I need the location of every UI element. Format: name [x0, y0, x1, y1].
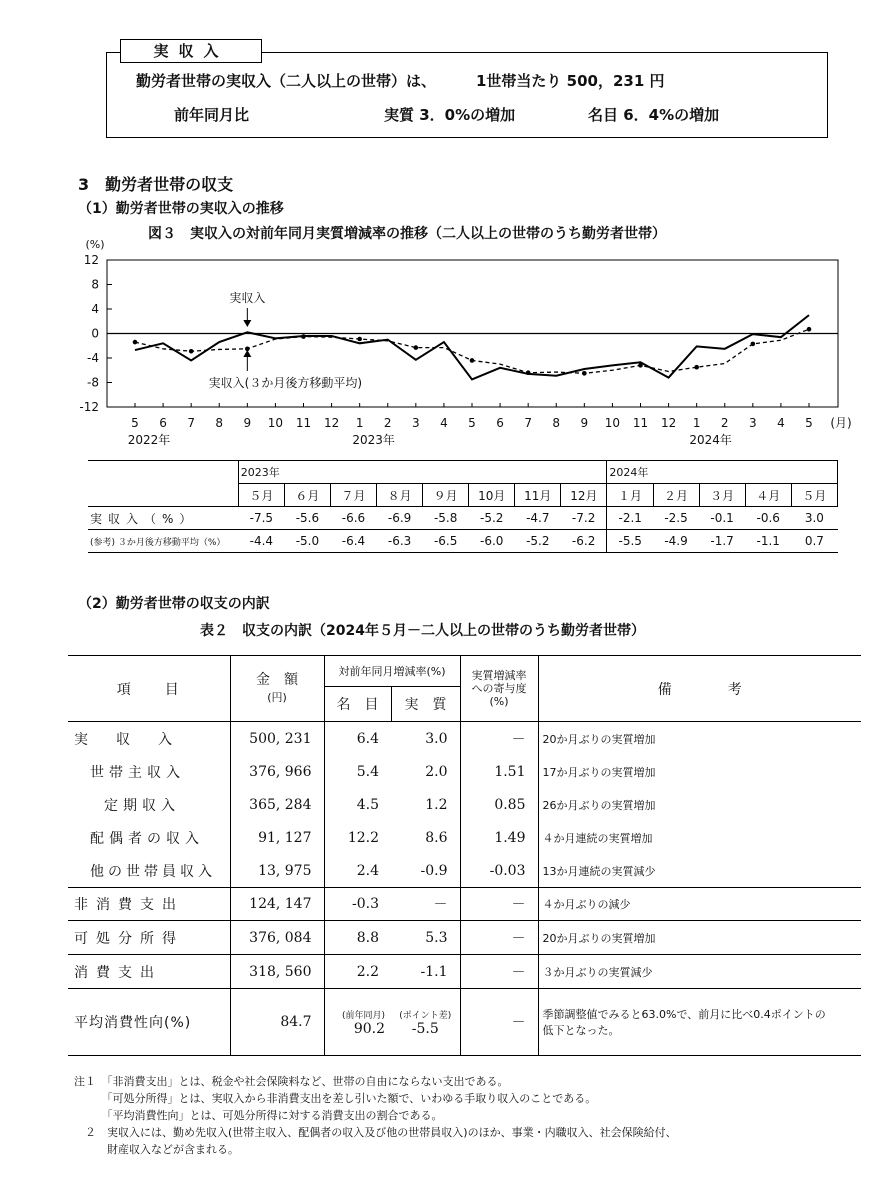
moving-average-point	[807, 327, 812, 332]
moving-average-point	[751, 342, 756, 347]
header-nominal: 名 目	[324, 687, 391, 722]
real-income-rate-cell: 3.0	[791, 507, 837, 530]
cell-real: 5.3	[425, 929, 448, 946]
cell-remark: 17か月ぶりの実質増加	[538, 755, 861, 788]
arrowhead-icon	[243, 350, 251, 357]
income-breakdown-table	[68, 655, 861, 1056]
header-amount-unit: (円)	[267, 690, 287, 704]
summary-line1-value: 1世帯当たり 500，231 円	[476, 72, 665, 90]
cell-real: -0.9	[420, 862, 448, 879]
cell-amount-propensity: 84.7	[230, 989, 324, 1056]
x-tick-label: 9	[243, 416, 252, 430]
cell-real-propensity	[391, 989, 460, 1056]
footnote-line: 財産収入などが含まれる。	[74, 1143, 239, 1156]
year-2023-label: 2023年	[238, 461, 607, 484]
moving-average-rate-cell: -4.4	[238, 530, 284, 553]
summary-nominal-change: 名目 6．4%の増加	[588, 106, 720, 124]
cell-remark: ４か月連続の実質増加	[538, 821, 861, 854]
month-header: 12月	[561, 484, 607, 507]
header-contribution-unit: (%)	[489, 695, 509, 708]
real-income-rate-cell: -6.6	[330, 507, 376, 530]
x-tick-label: 1	[355, 416, 364, 430]
cell-remark: 26か月ぶりの実質増加	[538, 788, 861, 821]
moving-average-rate-cell: -6.3	[377, 530, 423, 553]
remark-line-2: 低下となった。	[542, 1024, 620, 1037]
cell-nominal: 2.2	[324, 955, 391, 989]
month-header: ６月	[284, 484, 330, 507]
header-rate: 対前年同月増減率(%)	[324, 656, 460, 687]
month-header: ７月	[330, 484, 376, 507]
x-tick-label: 3	[749, 416, 757, 430]
cell-contribution: －	[460, 955, 538, 989]
cell-nominal: 12.2	[324, 821, 391, 854]
cell-contribution: 1.51	[460, 755, 538, 788]
month-header: ２月	[653, 484, 699, 507]
real-income-rate-cell: -0.6	[745, 507, 791, 530]
line-chart	[0, 230, 875, 452]
x-tick-label: 12	[660, 416, 677, 430]
cell-amount: 91, 127	[230, 821, 324, 854]
footnote-line: 注１ 「非消費支出」とは、税金や社会保険料など、世帯の自由にならない支出である。	[74, 1075, 509, 1088]
month-header: ４月	[745, 484, 791, 507]
x-tick-label: 9	[580, 416, 589, 430]
row-item-propensity: 平均消費性向(%)	[74, 1015, 192, 1031]
real-income-rate-cell: -7.2	[561, 507, 607, 530]
header-contribution	[460, 656, 538, 722]
moving-average-rate-cell: -6.0	[469, 530, 515, 553]
x-tick-label: 7	[187, 416, 195, 430]
moving-average-point	[357, 337, 362, 342]
month-header: １月	[607, 484, 653, 507]
moving-average-rate-cell: -5.0	[284, 530, 330, 553]
row-label-real-income: 実収入（%）	[88, 507, 238, 530]
cell-amount: 376, 966	[230, 755, 324, 788]
moving-average-point	[638, 363, 643, 368]
x-tick-label: 11	[295, 416, 312, 430]
cell-contribution: －	[460, 722, 538, 756]
header-amount-label: 金 額	[256, 671, 298, 688]
figure-title: 図３ 実収入の対前年同月実質増減率の推移（二人以上の世帯のうち勤労者世帯）	[148, 226, 666, 242]
moving-average-point	[189, 349, 194, 354]
year-label: 2022年	[127, 433, 171, 447]
row-item: 非消費支出	[74, 897, 184, 913]
moving-average-rate-cell: -6.2	[561, 530, 607, 553]
month-header: 11月	[515, 484, 561, 507]
x-tick-label: 4	[440, 416, 448, 430]
cell-remark-propensity	[538, 989, 861, 1056]
x-tick-label: 10	[267, 416, 284, 430]
monthly-rate-table	[88, 460, 838, 553]
real-income-rate-cell: -6.9	[377, 507, 423, 530]
subsection-title-2: （2）勤労者世帯の収支の内訳	[78, 596, 270, 612]
x-tick-label: 5	[468, 416, 476, 430]
header-remark: 備 考	[538, 656, 861, 722]
cell-real: 2.0	[425, 763, 448, 780]
real-income-line	[135, 315, 809, 379]
x-tick-label: 12	[323, 416, 340, 430]
cell-amount: 376, 084	[230, 921, 324, 955]
cell-real: 1.2	[425, 796, 448, 813]
moving-average-point	[470, 358, 475, 363]
row-item: 他の世帯員収入	[90, 863, 216, 880]
row-item: 可処分所得	[74, 930, 184, 947]
cell-nominal: 2.4	[324, 854, 391, 888]
annotation-real-income: 実収入	[229, 291, 266, 305]
x-tick-label: 11	[632, 416, 649, 430]
header-real: 実 質	[391, 687, 460, 722]
x-tick-label: 5	[131, 416, 139, 430]
x-tick-label: 8	[552, 416, 561, 430]
moving-average-rate-cell: -4.9	[653, 530, 699, 553]
row-item: 実 収 入	[74, 731, 172, 748]
cell-real: －	[433, 897, 448, 913]
month-header: ８月	[377, 484, 423, 507]
month-header: ５月	[791, 484, 837, 507]
real-income-rate-cell: -2.1	[607, 507, 653, 530]
moving-average-rate-cell: -6.5	[423, 530, 469, 553]
summary-real-change: 実質 3．0%の増加	[384, 106, 516, 124]
y-tick-label: -4	[87, 351, 99, 365]
x-tick-label: 10	[604, 416, 621, 430]
moving-average-point	[414, 345, 419, 350]
cell-contribution: －	[460, 888, 538, 921]
cell-amount: 13, 975	[230, 854, 324, 888]
header-contribution-label: 実質増減率への寄与度	[471, 669, 527, 695]
real-income-rate-cell: -2.5	[653, 507, 699, 530]
real-income-rate-cell: -0.1	[699, 507, 745, 530]
cell-nominal: -0.3	[324, 888, 391, 921]
cell-nominal-propensity	[324, 989, 391, 1056]
cell-remark: 20か月ぶりの実質増加	[538, 921, 861, 955]
moving-average-point	[301, 334, 306, 339]
moving-average-point	[526, 370, 531, 375]
annotation-moving-average: 実収入(３か月後方移動平均)	[208, 376, 363, 390]
moving-average-point	[582, 371, 587, 376]
row-label-moving-average: (参考) ３か月後方移動平均（%）	[88, 530, 238, 553]
cell-amount: 500, 231	[230, 722, 324, 756]
moving-average-rate-cell: -5.2	[515, 530, 561, 553]
cell-real: 8.6	[425, 829, 448, 846]
x-tick-label: 2	[720, 416, 729, 430]
y-tick-label: 12	[83, 253, 99, 267]
moving-average-rate-cell: -5.5	[607, 530, 653, 553]
x-tick-label: 2	[383, 416, 392, 430]
moving-average-rate-cell: -1.1	[745, 530, 791, 553]
y-tick-label: -8	[87, 375, 99, 390]
summary-tag: 実収入	[120, 39, 262, 63]
cell-contribution: 1.49	[460, 821, 538, 854]
summary-box	[106, 52, 828, 138]
y-tick-label: 8	[91, 277, 99, 292]
y-tick-label: 4	[91, 302, 99, 316]
x-unit-label: (月)	[830, 416, 852, 430]
x-tick-label: 8	[215, 416, 224, 430]
row-item: 世帯主収入	[90, 764, 185, 781]
cell-real: 3.0	[425, 730, 448, 747]
moving-average-point	[133, 340, 138, 345]
month-header: ９月	[423, 484, 469, 507]
table-title: 表２ 収支の内訳（2024年５月－二人以上の世帯のうち勤労者世帯）	[200, 623, 645, 639]
subsection-title-1: （1）勤労者世帯の実収入の推移	[78, 201, 284, 217]
cell-nominal: 5.4	[324, 755, 391, 788]
cell-real: -1.1	[420, 963, 448, 980]
y-tick-label: -12	[79, 400, 99, 414]
cell-contribution: -0.03	[460, 854, 538, 888]
cell-remark: ４か月ぶりの減少	[538, 888, 861, 921]
cell-nominal: 4.5	[324, 788, 391, 821]
x-tick-label: 6	[496, 416, 504, 430]
moving-average-rate-cell: 0.7	[791, 530, 837, 553]
summary-line2-label: 前年同月比	[174, 106, 250, 124]
header-item: 項 目	[68, 656, 230, 722]
header-amount	[230, 656, 324, 722]
cell-amount: 365, 284	[230, 788, 324, 821]
value-previous-year: 90.2	[353, 1020, 385, 1037]
real-income-rate-cell: -5.6	[284, 507, 330, 530]
remark-line-1: 季節調整値でみると63.0%で、前月に比べ0.4ポイントの	[542, 1008, 826, 1021]
real-income-rate-cell: -5.8	[423, 507, 469, 530]
real-income-rate-cell: -7.5	[238, 507, 284, 530]
year-label: 2024年	[689, 433, 732, 447]
cell-remark: 13か月連続の実質減少	[538, 854, 861, 888]
x-tick-label: 3	[412, 416, 420, 430]
y-unit-label: (%)	[85, 238, 105, 251]
cell-nominal: 8.8	[324, 921, 391, 955]
note-point-diff: (ポイント差)	[399, 1010, 452, 1021]
cell-amount: 318, 560	[230, 955, 324, 989]
cell-contrib-propensity: －	[460, 989, 538, 1056]
year-2024-label: 2024年	[607, 461, 838, 484]
month-header: ３月	[699, 484, 745, 507]
cell-contribution: 0.85	[460, 788, 538, 821]
x-tick-label: 4	[777, 416, 785, 430]
x-tick-label: 5	[805, 416, 813, 430]
summary-line1-label: 勤労者世帯の実収入（二人以上の世帯）は、	[136, 72, 437, 90]
row-item: 消費支出	[74, 964, 162, 981]
cell-remark: 20か月ぶりの実質増加	[538, 722, 861, 756]
real-income-rate-cell: -5.2	[469, 507, 515, 530]
arrowhead-icon	[243, 320, 251, 327]
month-header: 10月	[469, 484, 515, 507]
row-item: 定期収入	[104, 797, 180, 814]
month-header: ５月	[238, 484, 284, 507]
footnote-line: 「可処分所得」とは、実収入から非消費支出を差し引いた額で、いわゆる手取り収入のことである。	[74, 1092, 597, 1105]
footnote-line: ２ 実収入には、勤め先収入(世帯主収入、配偶者の収入及び他の世帯員収入)のほか、事業・内職収入、社会保険給付、	[74, 1126, 677, 1139]
note-previous-year: (前年同月)	[341, 1010, 385, 1021]
value-point-diff: -5.5	[411, 1020, 439, 1037]
x-tick-label: 7	[524, 416, 532, 430]
section-title: 3 勤労者世帯の収支	[78, 175, 234, 194]
cell-contribution: －	[460, 921, 538, 955]
year-label: 2023年	[352, 433, 395, 447]
real-income-rate-cell: -4.7	[515, 507, 561, 530]
cell-amount: 124, 147	[230, 888, 324, 921]
row-item: 配偶者の収入	[90, 830, 204, 847]
cell-nominal: 6.4	[324, 722, 391, 756]
y-tick-label: 0	[91, 326, 99, 341]
footnotes	[74, 1073, 677, 1158]
x-tick-label: 6	[159, 416, 167, 430]
cell-remark: ３か月ぶりの実質減少	[538, 955, 861, 989]
moving-average-rate-cell: -1.7	[699, 530, 745, 553]
footnote-line: 「平均消費性向」とは、可処分所得に対する消費支出の割合である。	[74, 1109, 443, 1122]
x-tick-label: 1	[692, 416, 701, 430]
moving-average-rate-cell: -6.4	[330, 530, 376, 553]
moving-average-point	[694, 365, 699, 370]
